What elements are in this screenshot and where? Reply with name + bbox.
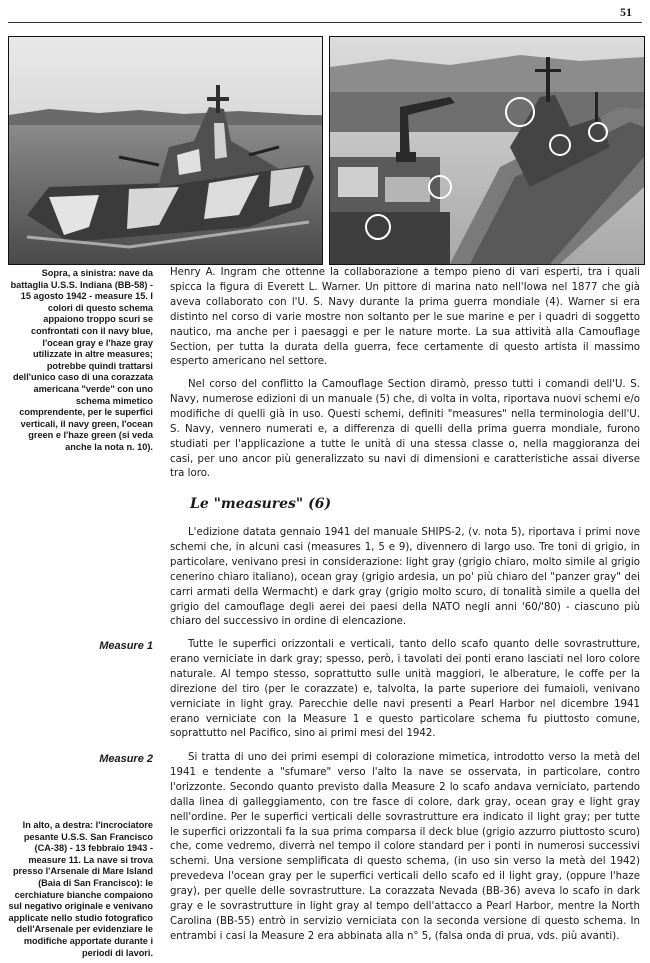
paragraph-measure-1: Tutte le superfici orizzontali e verticali, tanto dello scafo quanto delle sovrastrutture, erano verniciate in dark gray; spesso, però, i tavolati dei ponti erano lasciati nel loro colore naturale. Al tempo stesso, soprattutto sulle unità maggiori, le alberature, le coffe per la direzione del tiro (per le corazzate) e, talvolta, la parte superiore dei fumaioli, venivano verniciate in light gray. Parecchie delle navi presenti a Pearl Harbor nel dicembre 1941 erano verniciate con la Measure 1 e questo particolare schema fu piuttosto comune, soprattutto nel Pacifico, sino ai primi mesi del 1942.	[170, 639, 640, 740]
paragraph-camouflage-section: Nel corso del conflitto la Camouflage Section diramò, presso tutti i comandi dell'U. S. Navy, numerose edizioni di un manuale (5) che, di volta in volta, riportava nuovi schemi e/o modifiche di quelli già in uso. Questi schemi, definiti "measures" nella terminologia dell'U. S. Navy, vennero numerati e, a differenza di quelli della prima guerra mondiale, furono studiati per l'applicazione a tutte le unità di una stessa classe o, nella maggioranza dei casi, per uno ancor più generalizzato su navi di dimensioni e caratteristiche assai diverse tra loro.	[170, 379, 640, 480]
paragraph-measure-2: Si tratta di uno dei primi esempi di colorazione mimetica, introdotto verso la metà del 1941 e tendente a "sfumare" verso l'alto la nave se osservata, in particolare, contro l'orizzonte. Secondo quanto previsto dalla Measure 2 lo scafo andava verniciato, partendo dalla linea di galleggiamento, con tre fasce di colore, dark gray, ocean gray e light gray nell'ordine. Per le superfici verticali delle sovrastrutture era indicato il light gray; per tutte le superfici orizzontali fa la sua prima comparsa il deck blue (grigio azzurro piuttosto scuro) che, come vedremo, diverrà nel tempo il colore standard per i ponti in numerosi successivi schemi. Una versione semplificata di questo schema, (in uso sin verso la metà del 1942) prevedeva l'ocean gray per le superfici verticali dello scafo ed il light gray, (oppure l'haze gray), per quelle delle sovrastrutture. La corazzata Nevada (BB-36) aveva lo scafo in dark gray e le sovrastrutture in light gray al tempo dell'attacco a Pearl Harbor, mentre la North Carolina (BB-55) entrò in servizio verniciata con la seconda versione di questo schema. In entrambi i casi la Measure 2 era abbinata alla n° 5, (falsa onda di prua, vds. più avanti).	[170, 752, 640, 942]
header-rule	[8, 22, 642, 23]
battleship-photo	[8, 36, 323, 265]
paragraph-ships2-manual: L'edizione datata gennaio 1941 del manuale SHIPS-2, (v. nota 5), riportava i primi nove schemi che, in alcuni casi (measures 1, 5 e 9), divennero di largo uso. Tre toni di grigio, in particolare, venivano presi in considerazione: light gray (grigio chiaro, molto simile al grigio cenerino chiaro italiano), ocean gray (grigio ardesia, un po' più chiaro del "panzer gray" dei carri armati della Wermacht) e dark gray (grigio molto scuro, di tonalità simile a quella del grigio del camouflage degli aerei dei paesi della NATO negli anni '60/'80) - ciascuno più chiaro del successivo in ordine di elencazione.	[170, 527, 640, 628]
photo-caption-bottom: In alto, a destra: l'incrociatore pesante U.S.S. San Francisco (CA-38) - 13 febbraio 1943 - measure 11. La nave si trova presso l'Arsenale di Mare Island (Baia di San Francisco): le cerchiature bianche compaiono sul negativo originale e venivano applicate nello studio fotografico dell'Arsenale per evidenziare le modifiche apportate durante i periodi di lavori.	[8, 820, 153, 958]
cruiser-photo	[329, 36, 645, 265]
photo-caption-top: Sopra, a sinistra: nave da battaglia U.S.S. Indiana (BB-58) - 15 agosto 1942 - measure 15. I colori di questo schema appaiono troppo scuri se confrontati con il navy blue, l'ocean gray e l'haze gray utilizzate in altre measures; potrebbe quindi trattarsi dell'unico caso di una corazzata americana "verde" con uno schema mimetico comprendente, per le superfici verticali, il navy green, l'ocean green e l'haze green (si veda anche la nota n. 10).	[10, 268, 153, 452]
measure-2-label: Measure 2	[99, 753, 153, 765]
page-number: 51	[620, 5, 632, 19]
measure-1-label: Measure 1	[99, 640, 153, 652]
section-heading: Le "measures" (6)	[190, 496, 332, 512]
paragraph-intro: Henry A. Ingram che ottenne la collaborazione a tempo pieno di vari esperti, tra i quali spicca la figura di Everett L. Warner. Un pittore di marina nato nell'Iowa nel 1877 che già aveva collaborato con l'U. S. Navy durante la prima guerra mondiale (4). Warner si era distinto nel corso di varie mostre non soltanto per le sue marine e per i quadri di soggetto nautico, ma anche per i paesaggi e per le nature morte. La sua attività alla Camouflage Section, per tutta la durata della guerra, fece certamente di questo artista il massimo esperto americano nel settore.	[170, 267, 640, 368]
